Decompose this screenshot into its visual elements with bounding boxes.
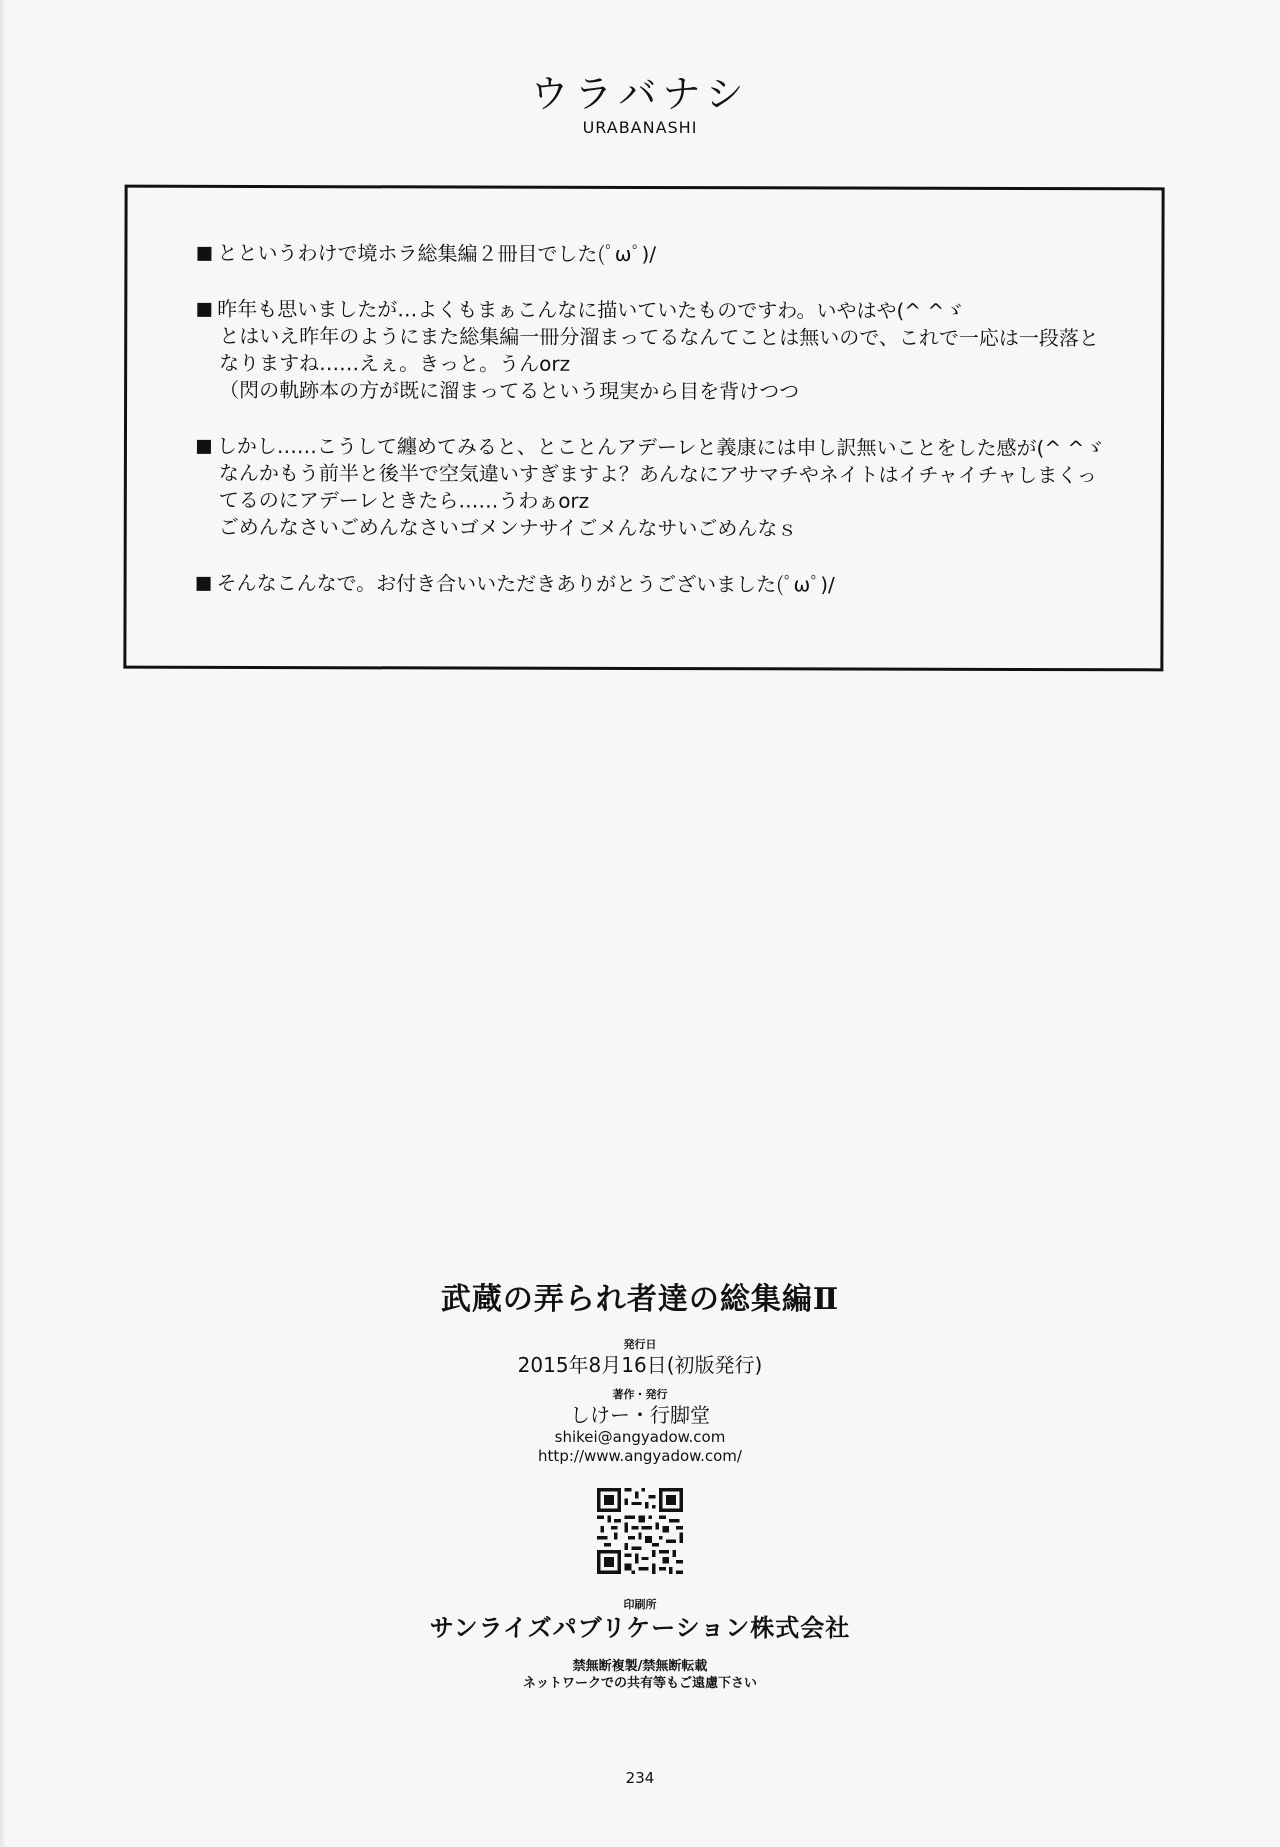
publish-date-value: 2015年8月16日(初版発行)	[517, 1353, 763, 1377]
notes-list	[196, 240, 1121, 628]
bullet-square-icon	[197, 440, 211, 454]
page-header	[0, 72, 1280, 138]
note-3-line-2: なんかもう前半と後半で空気違いすぎますよ？あんなにアサマチやネイトはイチャイチャしまくっ	[218, 460, 1097, 488]
bullet-square-icon	[197, 577, 211, 591]
note-1	[197, 240, 1121, 269]
copyright-notice-2: ネットワークでの共有等もご遠慮下さい	[522, 1676, 757, 1691]
note-4-line-1: そんなこんなで。お付き合いいただきありがとうございました(ﾟωﾟ)/	[216, 570, 835, 597]
note-3-line-1: しかし……こうして纏めてみると、とことんアデーレと義康には申し訳無いことをした感が(^ ^ゞ	[216, 433, 1105, 461]
note-4	[197, 570, 1121, 599]
note-3	[197, 433, 1121, 543]
note-2-line-3: なりますね……えぇ。きっと。うんorz	[219, 350, 571, 376]
copyright-notice-1: 禁無断複製/禁無断転載	[572, 1659, 708, 1674]
header-title-katakana: ウラバナシ	[530, 72, 750, 116]
note-1-line-1: とというわけで境ホラ総集編２冊目でした(ﾟωﾟ)/	[217, 240, 657, 267]
header-title-romaji: URABANASHI	[582, 118, 698, 137]
bullet-square-icon	[197, 303, 211, 317]
colophon	[0, 1280, 1280, 1692]
notes-box	[123, 185, 1164, 672]
note-2-line-1: 昨年も思いましたが…よくもまぁこんなに描いていたものですわ。いやはや(^ ^ゞ	[217, 296, 965, 323]
note-2	[197, 296, 1121, 406]
qr-code-icon	[597, 1488, 683, 1574]
bullet-square-icon	[197, 247, 211, 261]
author-email: shikei@angyadow.com	[554, 1428, 726, 1446]
author-url: http://www.angyadow.com/	[538, 1447, 742, 1465]
note-3-line-3: てるのにアデーレときたら……うわぁorz	[218, 487, 590, 513]
printer-label: 印刷所	[623, 1598, 657, 1611]
note-3-line-4: ごめんなさいごめんなさいゴメンナサイごメんなサいごめんなｓ	[218, 514, 798, 541]
page-number: 234	[625, 1769, 655, 1787]
printer-value: サンライズパブリケーション株式会社	[429, 1614, 851, 1642]
note-2-line-4: （閃の軌跡本の方が既に溜まってるという現実から目を背けつつ	[219, 377, 800, 404]
publish-date-label: 発行日	[623, 1338, 657, 1351]
note-2-line-2: とはいえ昨年のようにまた総集編一冊分溜まってるなんてことは無いので、これで一応は一段落と	[219, 323, 1099, 351]
author-label: 著作・発行	[612, 1388, 668, 1401]
author-value: しけー・行脚堂	[570, 1403, 710, 1427]
book-title: 武蔵の弄られ者達の総集編Ⅱ	[440, 1282, 840, 1317]
